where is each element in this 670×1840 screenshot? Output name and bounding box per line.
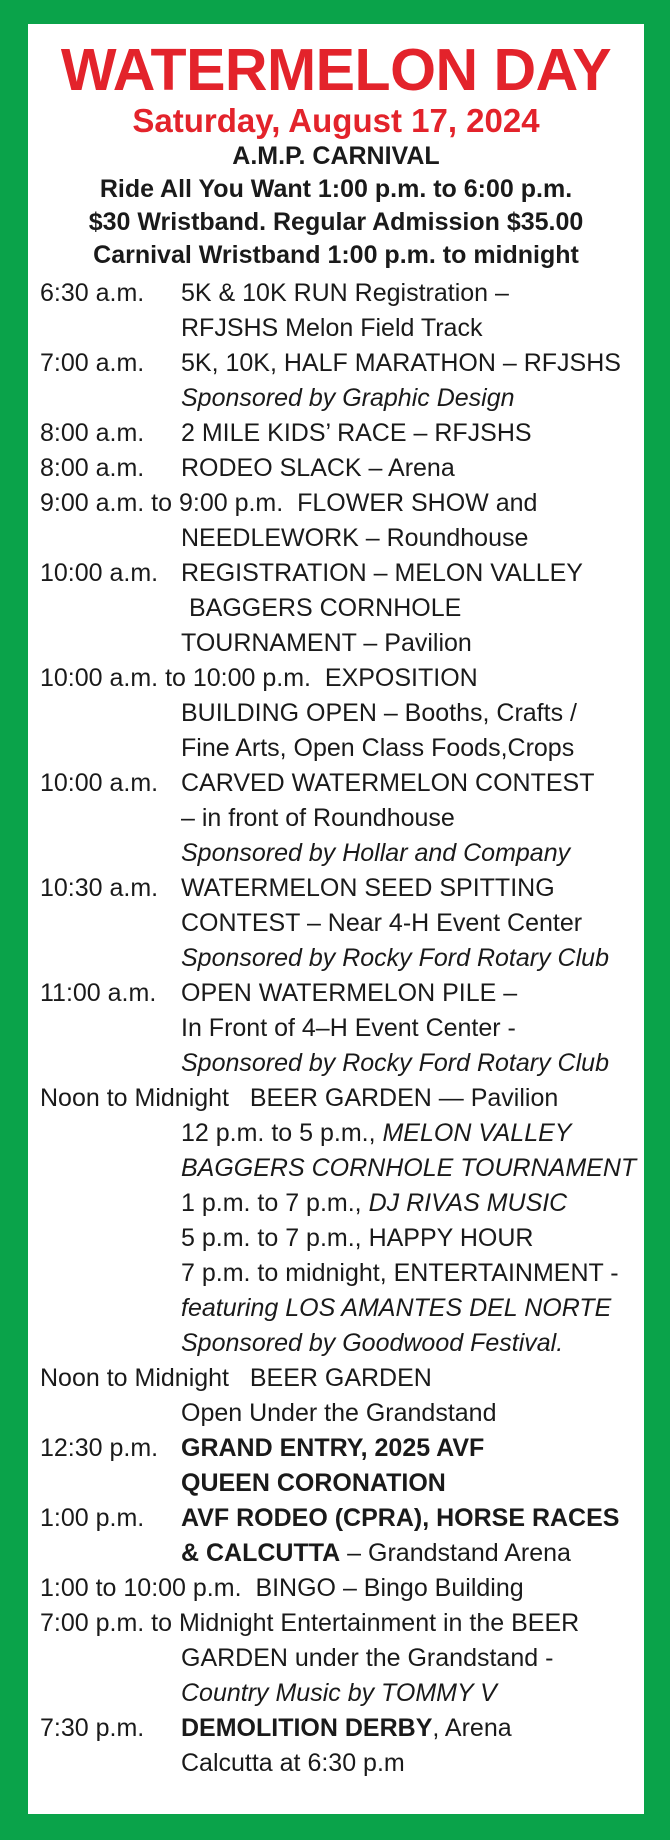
schedule-event: 5K, 10K, HALF MARATHON – RFJSHS [181, 349, 621, 377]
schedule-time: 8:00 a.m. [40, 454, 145, 482]
schedule-event: 2 MILE KIDS’ RACE – RFJSHS [181, 419, 532, 447]
schedule-event: – in front of Roundhouse [181, 804, 455, 832]
schedule-event: DEMOLITION DERBY [181, 1714, 433, 1742]
schedule-event: TOURNAMENT – Pavilion [181, 629, 472, 657]
header [28, 24, 644, 272]
schedule-event: Open Under the Grandstand [181, 1399, 497, 1427]
schedule-event: Fine Arts, Open Class Foods,Crops [181, 734, 575, 762]
schedule-event: CARVED WATERMELON CONTEST [181, 769, 595, 797]
sponsor-credit: Sponsored by Goodwood Festival. [181, 1329, 564, 1357]
schedule-item [28, 1571, 644, 1606]
schedule-event: Entertainment in the BEER [280, 1609, 580, 1637]
event-title: WATERMELON DAY [60, 37, 612, 103]
sub-event-time: 7 p.m. to midnight, ENTERTAINMENT - [181, 1259, 619, 1287]
schedule-time: 6:30 a.m. [40, 279, 145, 307]
sponsor-credit: Country Music by TOMMY V [181, 1679, 497, 1707]
schedule-time: 9:00 a.m. to 9:00 p.m. [40, 489, 284, 517]
schedule-event: BINGO – Bingo Building [255, 1574, 524, 1602]
schedule-time: 11:00 a.m. [40, 979, 157, 1007]
sponsor-credit: Sponsored by Hollar and Company [181, 839, 571, 867]
schedule-event: BUILDING OPEN – Booths, Crafts / [181, 699, 577, 727]
schedule-time: 8:00 a.m. [40, 419, 145, 447]
schedule-event: NEEDLEWORK – Roundhouse [181, 524, 529, 552]
schedule-item [28, 451, 644, 486]
schedule-event: FLOWER SHOW and [297, 489, 538, 517]
schedule-time: 7:30 p.m. [40, 1714, 145, 1742]
schedule-event: OPEN WATERMELON PILE – [181, 979, 518, 1007]
schedule-event: GARDEN under the Grandstand - [181, 1644, 554, 1672]
schedule-item [28, 871, 644, 976]
wristband-price: $30 Wristband. Regular Admission $35.00 [88, 208, 584, 236]
sponsor-credit: Sponsored by Graphic Design [181, 384, 515, 412]
featuring-line: featuring LOS AMANTES DEL NORTE [181, 1294, 612, 1322]
schedule-event: BAGGERS CORNHOLE [189, 594, 462, 622]
schedule-item [28, 1606, 644, 1711]
schedule-time: 7:00 a.m. [40, 349, 145, 377]
schedule-item [28, 1501, 644, 1571]
schedule-time: Noon to Midnight [40, 1364, 230, 1392]
schedule-item [28, 1361, 644, 1431]
schedule-item [28, 766, 644, 871]
schedule-item [28, 661, 644, 766]
sub-event-time: 1 p.m. to 7 p.m., [181, 1189, 362, 1217]
ride-hours: Ride All You Want 1:00 p.m. to 6:00 p.m. [99, 175, 573, 203]
schedule-event: & CALCUTTA [181, 1539, 341, 1567]
schedule-item [28, 1431, 644, 1501]
schedule-event: WATERMELON SEED SPITTING [181, 874, 555, 902]
schedule-time: 10:30 a.m. [40, 874, 159, 902]
schedule-event: BEER GARDEN — Pavilion [249, 1084, 559, 1112]
schedule-event: GRAND ENTRY, 2025 AVF [181, 1434, 485, 1462]
schedule-time: 10:00 a.m. [40, 769, 159, 797]
carnival-heading: A.M.P. CARNIVAL [232, 142, 440, 170]
schedule-time: 12:30 p.m. [40, 1434, 159, 1462]
schedule-event: 5K & 10K RUN Registration – [181, 279, 509, 307]
sub-event-name: DJ RIVAS MUSIC [368, 1189, 568, 1217]
schedule [28, 276, 644, 1781]
sponsor-credit: Sponsored by Rocky Ford Rotary Club [181, 1049, 609, 1077]
sponsor-credit: Sponsored by Rocky Ford Rotary Club [181, 944, 609, 972]
sub-event-time: 12 p.m. to 5 p.m., [181, 1119, 376, 1147]
schedule-event: RODEO SLACK – Arena [181, 454, 455, 482]
schedule-item [28, 416, 644, 451]
wristband-hours: Carnival Wristband 1:00 p.m. to midnight [93, 241, 579, 269]
schedule-item [28, 556, 644, 661]
schedule-event: BEER GARDEN [249, 1364, 432, 1392]
schedule-location: , Arena [432, 1714, 512, 1742]
schedule-item [28, 976, 644, 1081]
schedule-time: 10:00 a.m. to 10:00 p.m. [40, 664, 311, 692]
schedule-item [28, 486, 644, 556]
schedule-event: EXPOSITION [324, 664, 478, 692]
event-date: Saturday, August 17, 2024 [132, 102, 540, 139]
schedule-event: Calcutta at 6:30 p.m [181, 1749, 405, 1777]
schedule-event: In Front of 4–H Event Center - [181, 1014, 516, 1042]
sub-event-name: BAGGERS CORNHOLE TOURNAMENT [181, 1154, 637, 1182]
schedule-time: 7:00 p.m. to Midnight [40, 1609, 274, 1637]
schedule-time: 10:00 a.m. [40, 559, 159, 587]
schedule-item [28, 1711, 644, 1781]
schedule-event: QUEEN CORONATION [181, 1469, 446, 1497]
sub-event-time: 5 p.m. to 7 p.m., HAPPY HOUR [181, 1224, 534, 1252]
schedule-time: 1:00 to 10:00 p.m. [40, 1574, 242, 1602]
schedule-event: CONTEST – Near 4-H Event Center [181, 909, 583, 937]
schedule-item [28, 1081, 644, 1361]
schedule-item [28, 276, 644, 346]
schedule-event: REGISTRATION – MELON VALLEY [181, 559, 583, 587]
flyer-panel [28, 24, 644, 1814]
schedule-event: AVF RODEO (CPRA), HORSE RACES [181, 1504, 620, 1532]
schedule-time: 1:00 p.m. [40, 1504, 145, 1532]
schedule-location: – Grandstand Arena [340, 1539, 571, 1567]
schedule-event: RFJSHS Melon Field Track [181, 314, 483, 342]
sub-event-name: MELON VALLEY [382, 1119, 572, 1147]
schedule-item [28, 346, 644, 416]
schedule-time: Noon to Midnight [40, 1084, 230, 1112]
